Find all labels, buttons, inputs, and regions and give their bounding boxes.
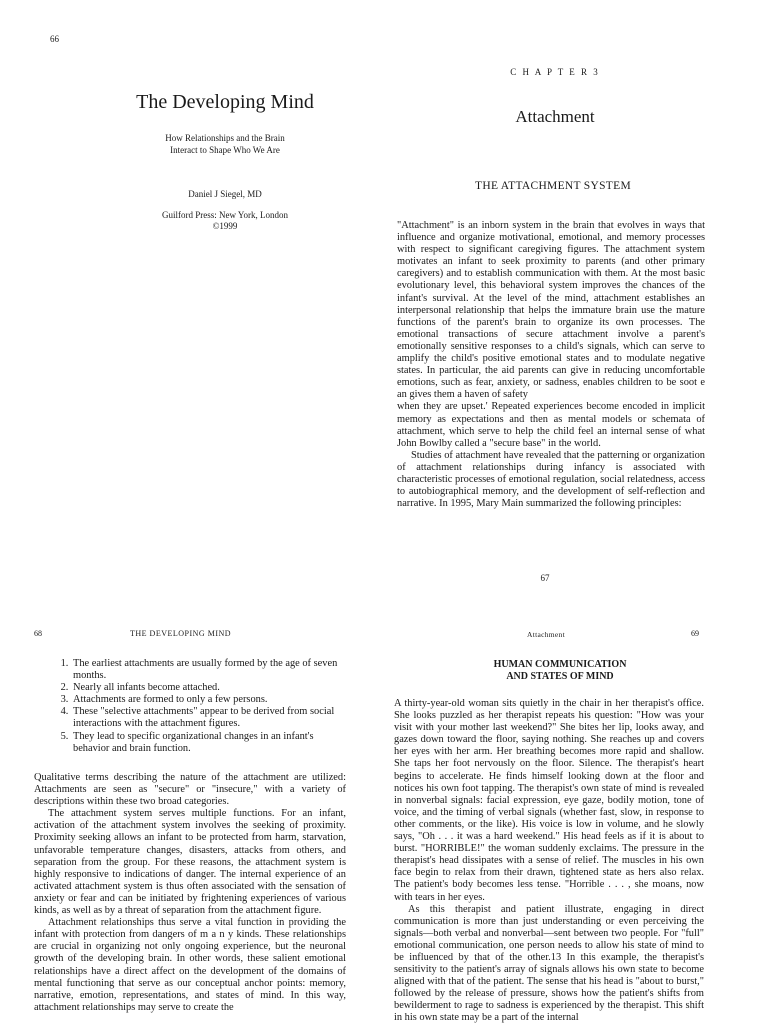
- page-69-heading-line1: HUMAN COMMUNICATION: [493, 659, 627, 670]
- list-item: 3. Attachments are formed to only a few persons.: [71, 694, 345, 706]
- page-number-68: 68: [34, 629, 42, 638]
- chapter-title: Attachment: [515, 107, 595, 126]
- section-heading: THE ATTACHMENT SYSTEM: [475, 180, 631, 192]
- page-68-body: [34, 772, 346, 1014]
- book-publisher-block: [60, 210, 390, 232]
- page-68-paragraph-1: Qualitative terms describing the nature of the attachment are utilized: Attachments are seen as "secure" or "insecure," with a variety of descriptions within these two broad categories.: [34, 772, 346, 808]
- running-head-left: THE DEVELOPING MIND: [130, 629, 232, 638]
- page-69-paragraph-2: As this therapist and patient illustrate, engaging in direct communication is more than just understanding or even perceiving the signals—both verbal and nonverbal—sent between two people. For "full" emotional communication, one person needs to allow his state of mind to be influenced by that of the other.13 In this example, the therapist's sensitivity to the patient's array of signals allows his own state to become aligned with that of the patient. The sense that his head is "about to burst," followed by the release of pressure, shows how the patient's shifts from bewilderment to rage to sadness is experienced by the therapist. This shift in his own state may be a part of the internal: [394, 903, 704, 1024]
- principles-list-wrap: [55, 658, 345, 755]
- principles-list: [55, 658, 345, 755]
- list-item: 1. The earliest attachments are usually formed by the age of seven months.: [71, 658, 345, 682]
- page-69-heading-line2: AND STATES OF MIND: [506, 671, 614, 682]
- list-item: 5. They lead to specific organizational changes in an infant's behavior and brain function.: [71, 731, 345, 755]
- list-item: 4. These "selective attachments" appear to be derived from social interactions with the attachment figures.: [71, 706, 345, 730]
- page-68-paragraph-3: Attachment relationships thus serve a vital function in providing the infant with protection from dangers of m a n y kinds. These relationships are crucial in organizing not only ongoing experience, but the neuronal growth of the developing brain. In other words, these salient emotional relationships have a direct affect on the development of the domains of mental functioning that serve as our conceptual anchor points: memory, narrative, emotion, representations, and states of mind. In this way, attachment relationships may serve to create the: [34, 917, 346, 1013]
- book-subtitle-line2: Interact to Shape Who We Are: [170, 144, 280, 155]
- book-copyright: ©1999: [212, 221, 238, 231]
- page-67-paragraph-1a: "Attachment" is an inborn system in the brain that evolves in ways that influence and organize motivational, emotional, and memory processes with respect to significant caregiving figures. The attachment system motivates an infant to seek proximity to parents (and other primary caregivers) and to establish communication with them. At the most basic evolutionary level, this behavioral system improves the chances of the infant's survival. At the level of the mind, attachment establishes an interpersonal relationship that helps the immature brain use the mature functions of the parent's brain to organize its own processes. The emotional transactions of secure attachment involve a parent's emotionally sensitive responses to a child's signals, which can serve to amplify the child's positive emotional states and to modulate negative states. In particular, the aid parents can give in reducing uncomfortable emotions, such as fear, anxiety, or sadness, enables children to be soot e an gives them a haven of safety: [397, 220, 705, 401]
- page-number-67: 67: [540, 573, 550, 583]
- page-67-paragraph-2: Studies of attachment have revealed that the patterning or organization of attachment relationships during infancy is associated with characteristic processes of emotional regulation, social relatedness, access to autobiographical memory, and the development of self-reflection and narrative. In 1995, Mary Main summarized the following principles:: [397, 449, 705, 510]
- book-publisher: Guilford Press: New York, London: [162, 210, 288, 220]
- page-67-body: [397, 220, 705, 510]
- book-subtitle-line1: How Relationships and the Brain: [165, 133, 285, 143]
- chapter-label: C H A P T E R 3: [510, 67, 600, 77]
- page-number-69: 69: [691, 629, 699, 638]
- running-head-right: Attachment: [527, 630, 565, 639]
- book-title: The Developing Mind: [136, 91, 314, 113]
- page-68-paragraph-2: The attachment system serves multiple functions. For an infant, activation of the attachment system involves the seeking of proximity. Proximity seeking allows an infant to be protected from harm, starvation, unfavorable temperature changes, disasters, attacks from others, and separation from the group. For these reasons, the attachment system is highly responsive to indications of danger. The internal experience of an activated attachment system is thus often associated with the sensation of anxiety or fear and can be initiated by frightening experiences of various kinds, as well as by a threat of separation from the attachment figure.: [34, 808, 346, 917]
- list-item: 2. Nearly all infants become attached.: [71, 682, 345, 694]
- page-69-paragraph-1: A thirty-year-old woman sits quietly in the chair in her therapist's office. She looks puzzled as her therapist repeats his question: "How was your visit with your mother last weekend?" She bites her lip, looks away, and gazes down toward the floor, saying nothing. She reaches up and covers her eyes with her arm. Her breathing becomes more rapid and shallow. She taps her foot nervously on the floor. Silence. The therapist's heart begins to accelerate. He finds himself looking down at the floor and notices his own foot tapping. The therapist's own state of mind is revealed in nonverbal signals: facial expression, eye gaze, bodily motion, tone of voice, and the timing of verbal signals (whether fast, slow, in response to other comments, or the like). His voice is low in volume, and he slowly says, "Oh . . . it was a hard weekend." His head feels as if it is about to burst. "HORRIBLE!" the woman suddenly exclaims. The pressure in the therapist's head dissipates with a sense of relief. The muscles in his own face begin to relax from their drawn, tightened state as hers also relax. The patient's body becomes less tense. "Horrible . . . , she moans, now with tears in her eyes.: [394, 698, 704, 903]
- page-67-paragraph-1b: when they are upset.' Repeated experiences become encoded in implicit memory as expectations and then as mental models or schemata of attachment, which serve to help the child feel an internal sense of what John Bowlby called a "secure base" in the world.: [397, 401, 705, 449]
- book-subtitle: [60, 133, 390, 156]
- page-69-body: [394, 698, 704, 1025]
- book-author: Daniel J Siegel, MD: [188, 189, 262, 199]
- page-number-66: 66: [50, 34, 59, 44]
- page-69-heading: [440, 659, 680, 683]
